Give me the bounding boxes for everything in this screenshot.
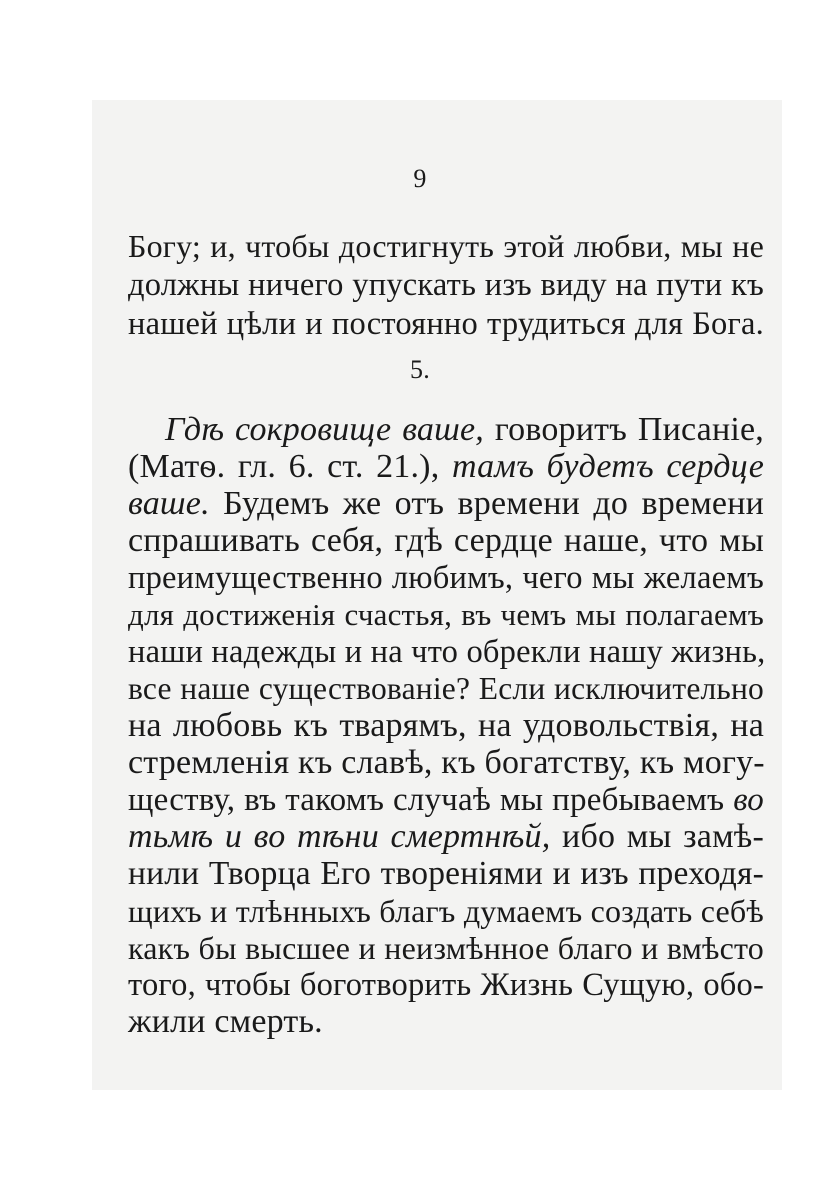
- text-line: нили Творца Его твореніями и изъ преходя-: [128, 855, 764, 892]
- text-line: спрашивать себя, гдѣ сердце наше, что мы: [128, 522, 764, 559]
- text-line: для достиженія счастья, въ чемъ мы полагаемъ: [128, 597, 764, 632]
- italic-quote: Гдѣ сокровище ваше,: [165, 411, 484, 448]
- text-line: щихъ и тлѣнныхъ благъ думаемъ создать себѣ: [128, 893, 764, 929]
- text-line: [128, 780, 764, 820]
- text-line: все наше существованіе? Если исключительно: [128, 671, 764, 706]
- text-line: [165, 410, 764, 450]
- section-number: 5.: [410, 355, 430, 384]
- italic-quote: тамъ будетъ сердце: [451, 448, 765, 485]
- text-span: ществу, въ такомъ случаѣ мы пребываемъ: [128, 782, 725, 818]
- text-line: наши надежды и на что обрекли нашу жизнь,: [128, 634, 766, 670]
- italic-quote: во: [733, 782, 765, 818]
- text-span: ибо мы замѣ-: [562, 818, 764, 855]
- text-line: того, чтобы боготворить Жизнь Сущую, обо-: [128, 967, 764, 1003]
- text-line: [128, 447, 764, 487]
- text-line: стремленія къ славѣ, къ богатству, къ могу-: [128, 744, 765, 781]
- page-number: 9: [413, 164, 427, 193]
- italic-quote: тьмѣ и во тѣни смертнѣй,: [128, 818, 551, 855]
- text-line: [128, 817, 764, 857]
- text-line: должны ничего упускать изъ виду на пути къ: [128, 267, 764, 303]
- text-line: нашей цѣли и постоянно трудиться для Бога.: [128, 306, 764, 342]
- text-line: преимущественно любимъ, чего мы желаемъ: [128, 560, 764, 596]
- text-span: говоритъ Писаніе,: [494, 411, 764, 448]
- text-span: Будемъ же отъ времени до времени: [223, 485, 764, 522]
- scripture-reference: (Матѳ. гл. 6. ст. 21.),: [128, 448, 440, 485]
- text-line: Богу; и, чтобы достигнуть этой любви, мы не: [128, 228, 764, 264]
- text-line: какъ бы высшее и неизмѣнное благо и вмѣсто: [128, 930, 764, 966]
- text-line: на любовь къ тварямъ, на удовольствія, на: [128, 707, 764, 744]
- text-line: [128, 484, 764, 524]
- italic-quote: ваше.: [128, 485, 210, 522]
- text-line: жили смерть.: [128, 1003, 323, 1040]
